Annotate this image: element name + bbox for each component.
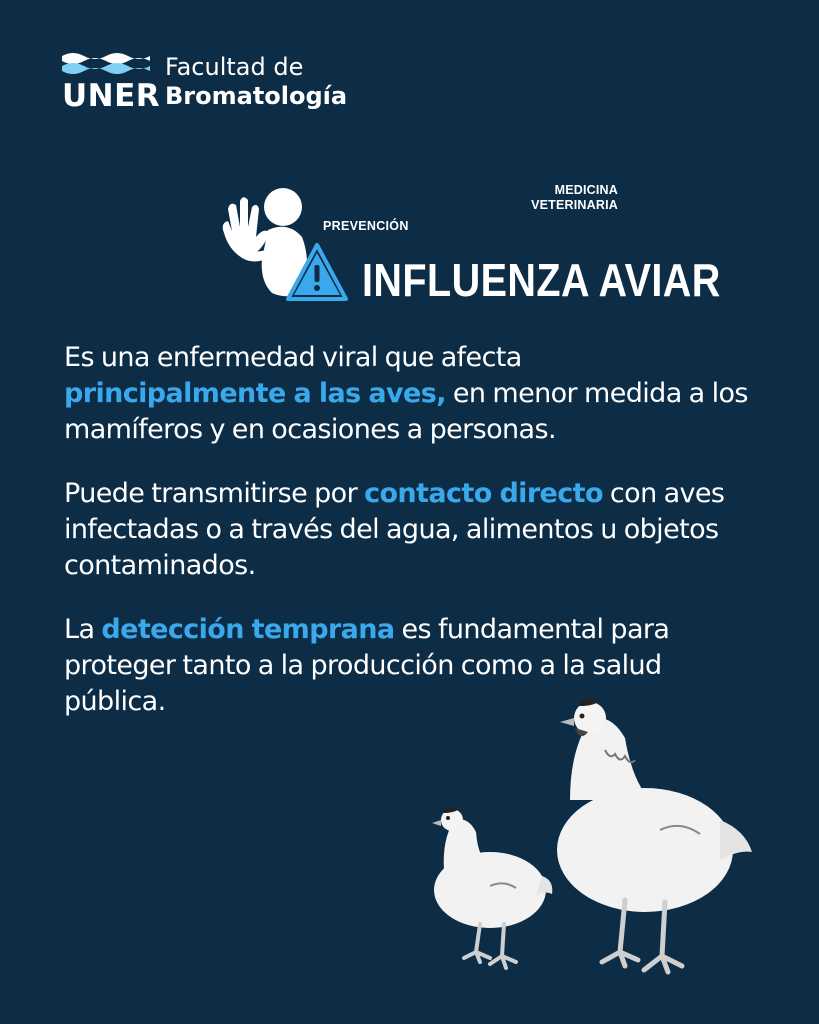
paragraph-3-text: La	[64, 614, 102, 645]
logo-faculty-line1: Facultad de	[165, 53, 304, 81]
paragraph-1-text-end: en menor medida a los mamíferos y en ocasiones a personas.	[64, 378, 748, 445]
logo-faculty-line2: Bromatología	[165, 82, 348, 110]
wave-logo-icon	[62, 50, 150, 80]
logo-acronym: UNER	[62, 78, 161, 114]
large-hen	[557, 698, 752, 972]
category-line1: MEDICINA	[554, 183, 618, 197]
page-title: INFLUENZA AVIAR	[362, 254, 721, 306]
paragraph-2-highlight: contacto directo	[364, 478, 603, 509]
paragraph-3-text-end: es fundamental para proteger tanto a la producción como a la salud pública.	[64, 614, 670, 717]
paragraph-transmission	[64, 476, 764, 584]
paragraph-definition	[64, 340, 764, 448]
prevention-label: PREVENCIÓN	[323, 219, 409, 233]
paragraph-2-text: Puede transmitirse por	[64, 478, 365, 509]
stop-hand-person-icon	[210, 185, 355, 310]
paragraph-1-highlight: principalmente a las aves,	[64, 378, 446, 409]
faculty-logo	[62, 48, 362, 114]
category-line2: VETERINARIA	[531, 198, 618, 212]
paragraph-2-text-end: con aves infectadas o a través del agua, alimentos u objetos contaminados.	[64, 478, 725, 581]
hens-illustration	[420, 690, 760, 990]
paragraph-1-text: Es una enfermedad viral que afecta	[64, 342, 522, 373]
paragraph-3-highlight: detección temprana	[101, 614, 395, 645]
category-label	[470, 183, 618, 213]
small-hen	[432, 807, 552, 968]
